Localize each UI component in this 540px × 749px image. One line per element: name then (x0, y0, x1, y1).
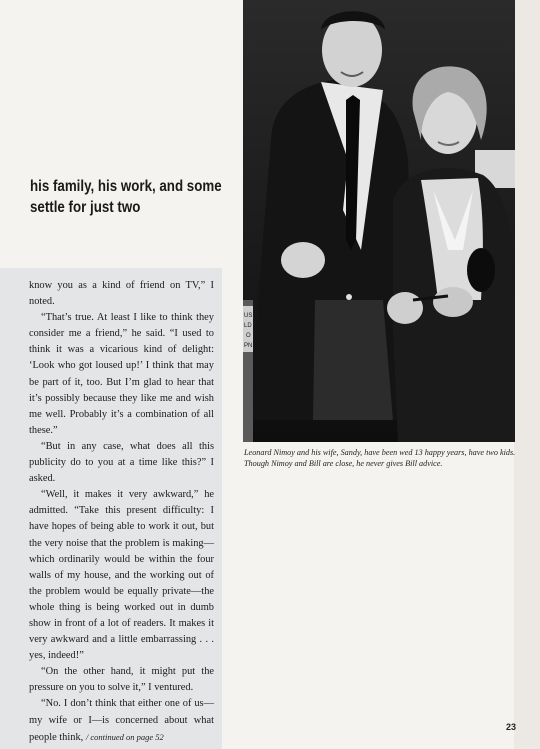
sign-text: O (246, 333, 251, 339)
article-paragraph-text: “No. I don’t think that either one of us—my wife or I—is concerned about what people think, (29, 698, 214, 743)
sign-text: LD (244, 323, 252, 329)
headline-line-1: his family, his work, and some (30, 178, 222, 195)
article-paragraph: “Well, it makes it very awkward,” he admitted. “Take this present difficulty: I have hopes of being able to work it out, but the very noise that the problem is making—which ordinarily would be within the four walls of my house, and the working out of the problem would be equally private—the whole thing is being worked out in dumb show in front of a lot of readers. It makes it very awkward and a little embarrassing . . . yes, indeed!” (29, 489, 214, 662)
page-number: 23 (506, 722, 517, 732)
article-text-column (0, 268, 222, 749)
photo-illustration (243, 0, 515, 442)
article-paragraph: “That’s true. At least I like to think they consider me a friend,” he said. “I used to think it was a vicarious kind of delight: ‘Look who got loused up!’ I think that may be part of it, too. But I’m glad to hear that it’s possibly because they like me and wish me well. Probably it’s a combination of all these.” (29, 312, 214, 436)
sign-text: PN (244, 343, 253, 349)
page-edge (514, 0, 540, 749)
headline-line-2: settle for just two (30, 199, 141, 216)
sign-text: US (244, 313, 253, 319)
headline (30, 176, 222, 218)
photo-caption: Leonard Nimoy and his wife, Sandy, have been wed 13 happy years, have two kids. Though Nimoy and Bill are close, he never gives Bill advice. (244, 448, 516, 468)
article-paragraph (29, 696, 214, 745)
article-paragraph: “On the other hand, it might put the pressure on you to solve it,” I ventured. (29, 666, 214, 694)
article-paragraph: know you as a kind of friend on TV,” I noted. (29, 280, 214, 308)
couple-photo (243, 0, 515, 442)
article-paragraph: “But in any case, what does all this publicity do to you at a time like this?” I asked. (29, 440, 214, 485)
continued-note: / continued on page 52 (85, 731, 164, 742)
